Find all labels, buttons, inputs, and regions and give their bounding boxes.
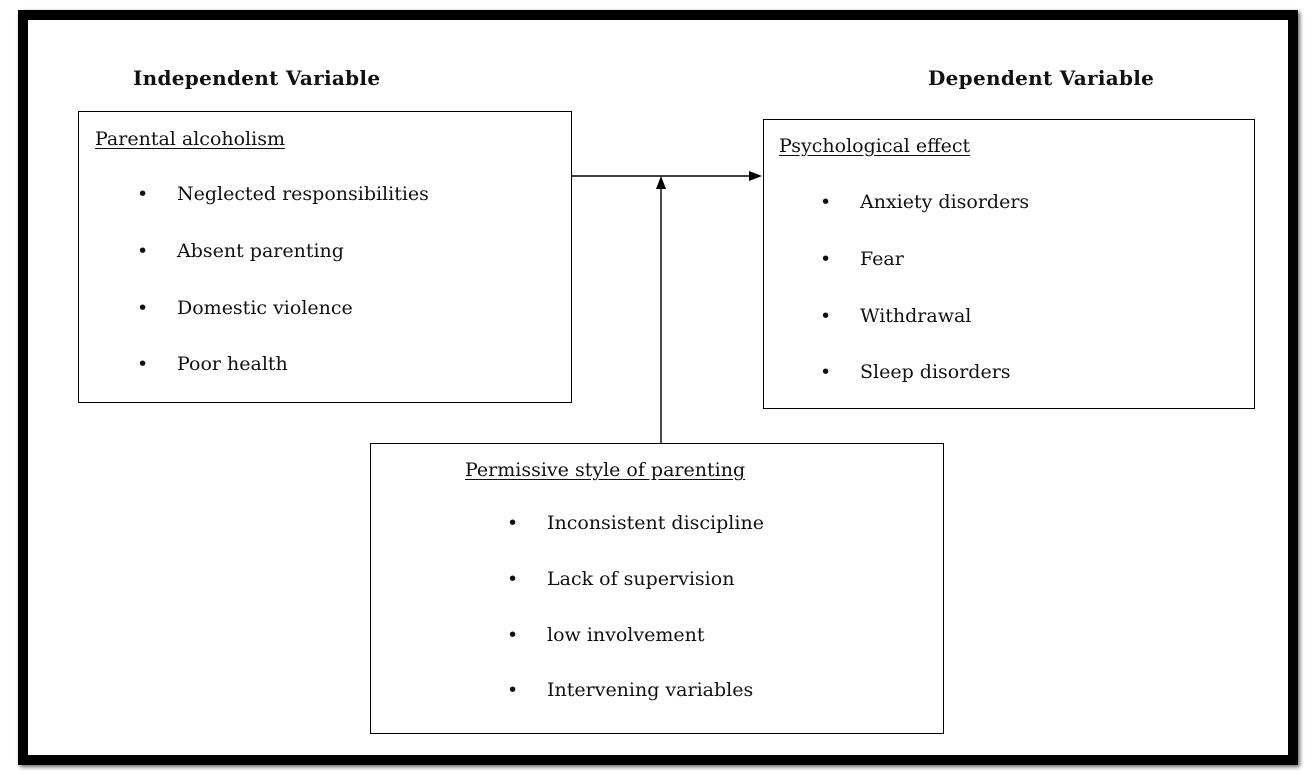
bullet: • xyxy=(137,240,149,262)
dependent-box-title: Psychological effect xyxy=(779,135,971,157)
bullet: • xyxy=(137,183,149,205)
bullet: • xyxy=(820,361,832,383)
dependent-variable-heading: Dependent Variable xyxy=(928,66,1155,90)
list-item: Withdrawal xyxy=(860,305,972,327)
bullet: • xyxy=(507,624,519,646)
list-item: Fear xyxy=(860,248,904,270)
list-item: Absent parenting xyxy=(177,240,344,262)
list-item: Neglected responsibilities xyxy=(177,183,429,205)
list-item: Anxiety disorders xyxy=(860,191,1030,213)
list-item: Inconsistent discipline xyxy=(547,512,764,534)
list-item: low involvement xyxy=(547,624,705,646)
bullet: • xyxy=(820,248,832,270)
bullet: • xyxy=(507,679,519,701)
list-item: Sleep disorders xyxy=(860,361,1011,383)
bullet: • xyxy=(507,568,519,590)
list-item: Lack of supervision xyxy=(547,568,735,590)
bullet: • xyxy=(820,191,832,213)
moderator-box-title: Permissive style of parenting xyxy=(465,459,746,481)
bullet: • xyxy=(137,297,149,319)
moderator-arrowhead xyxy=(656,176,666,189)
bullet: • xyxy=(507,512,519,534)
bullet: • xyxy=(820,305,832,327)
independent-variable-heading: Independent Variable xyxy=(133,66,381,90)
independent-box-title: Parental alcoholism xyxy=(95,128,285,150)
bullet: • xyxy=(137,353,149,375)
list-item: Domestic violence xyxy=(177,297,353,319)
main-arrowhead xyxy=(749,171,762,181)
list-item: Poor health xyxy=(177,353,288,375)
list-item: Intervening variables xyxy=(547,679,754,701)
